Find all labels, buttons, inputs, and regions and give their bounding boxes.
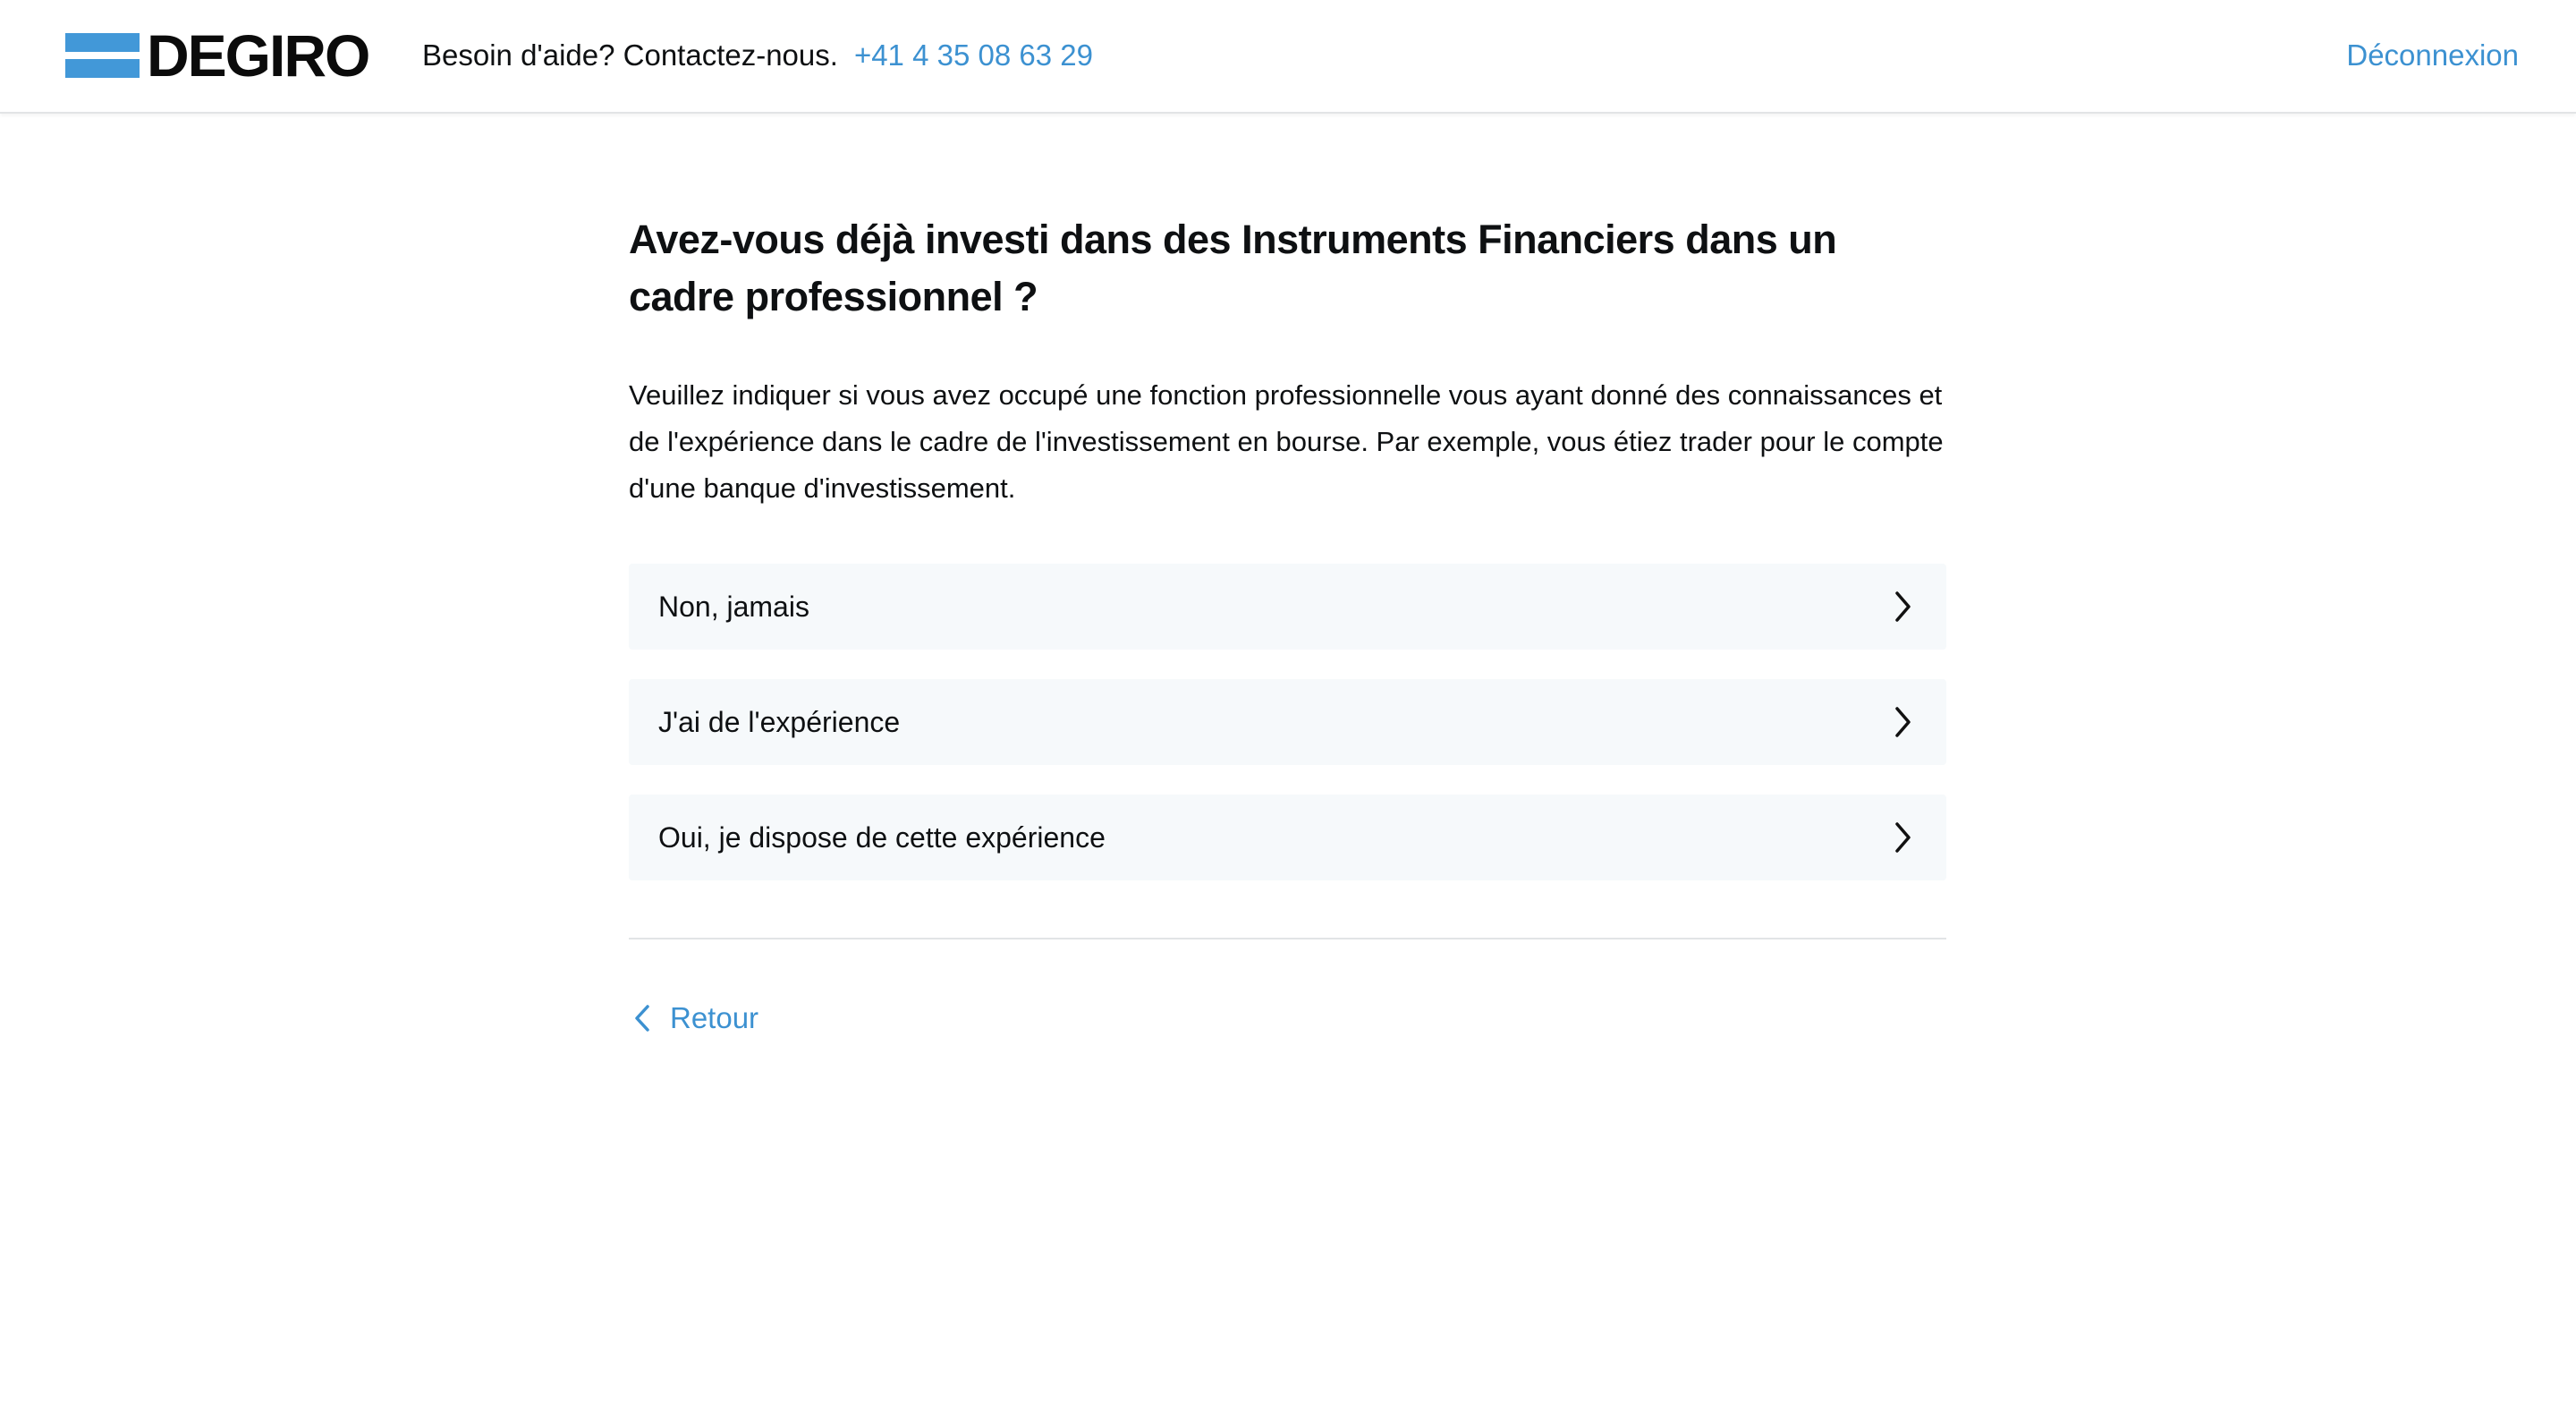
option-oui[interactable] [629,795,1946,880]
chevron-right-icon [1889,704,1916,740]
phone-link[interactable]: +41 4 35 08 63 29 [853,38,1093,72]
chevron-left-icon [629,1000,656,1036]
help-contact [422,36,1093,75]
page-title: Avez-vous déjà investi dans des Instruments Financiers dans un cadre professionnel ? [629,217,1837,319]
help-text: Besoin d'aide? Contactez-nous. [422,38,838,72]
logo-bars-icon [65,33,140,78]
option-non-jamais[interactable] [629,564,1946,650]
question-panel [629,211,1946,1036]
answer-options [629,564,1946,880]
back-label: Retour [670,1001,759,1034]
chevron-right-icon [1889,820,1916,855]
logout-link[interactable]: Déconnexion [2346,38,2519,72]
top-header [0,0,2576,114]
chevron-right-icon [1889,589,1916,625]
back-button[interactable] [629,1000,1946,1036]
option-label: Non, jamais [658,590,809,623]
option-label: J'ai de l'expérience [658,705,901,738]
option-label: Oui, je dispose de cette expérience [658,820,1106,854]
divider [629,938,1946,939]
logo-text: DEGIRO [147,22,369,89]
question-description: Veuillez indiquer si vous avez occupé une fonction professionnelle vous ayant donné des connaissances et de l'expérience dans le cadre de l'investissement en bourse. Par exemple, vous étiez trader pour le compte d'une banque d'investissement. [629,379,1944,504]
option-experience[interactable] [629,679,1946,765]
degiro-logo[interactable] [65,22,369,89]
